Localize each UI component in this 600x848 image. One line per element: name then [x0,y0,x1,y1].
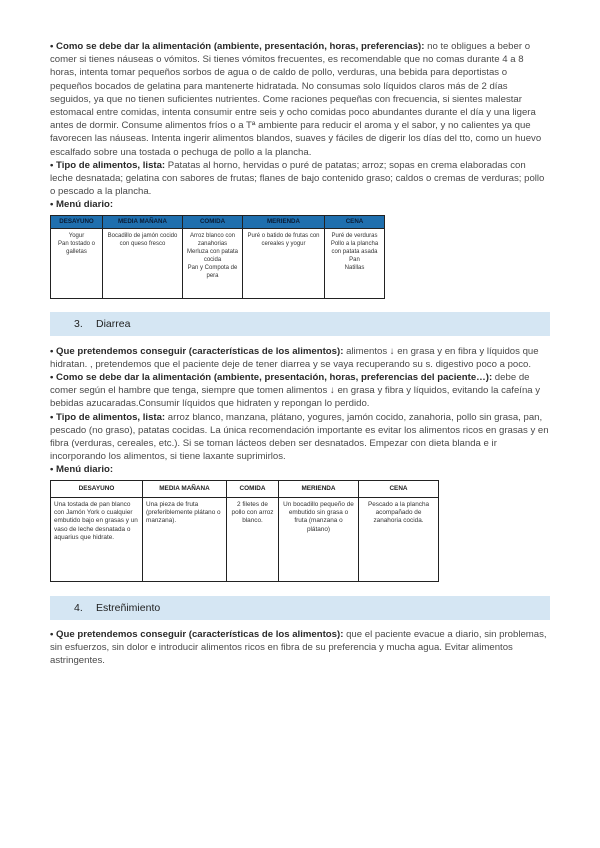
table-row [51,497,439,581]
section-title: Estreñimiento [96,601,161,614]
diarrea-goal-heading: • Que pretendemos conseguir (características de los alimentos): [50,345,344,357]
menu-cell-media-manana: Una pieza de fruta (preferiblemente plátano o manzana). [143,497,227,581]
section-number: 3. [74,317,83,330]
menu-cell-cena: Pescado a la plancha acompañado de zanahoria cocida. [359,497,439,581]
menu-header-media-manana: MEDIA MAÑANA [103,215,183,228]
document-page [50,40,550,667]
diarrea-types-paragraph [50,411,550,464]
diarrea-menu-heading: • Menú diario: [50,464,114,476]
diarrea-how-heading: • Como se debe dar la alimentación (ambiente, presentación, horas, preferencias del paciente…): [50,372,493,384]
menu-cell-merienda: Puré o batido de frutas con cereales y yogur [243,228,325,298]
diarrea-types-heading: • Tipo de alimentos, lista: [50,411,166,423]
feeding-types-paragraph [50,159,550,199]
diarrea-types-text: arroz blanco, manzana, plátano, yogures, jamón cocido, zanahoria, pollo sin grasa, pan, pescado (no graso), patatas cocidas. La única recomendación importante es evitar los alimentos ricos en grasas y en fibra (verduras, cereales, etc.). Si se toman lácteos deben ser desnatados. Empezar con dieta blanda e ir incorporando los alimentos, si tiene laxante suprimirlos. [50,411,549,463]
feeding-how-heading: • Como se debe dar la alimentación (ambiente, presentación, horas, preferencias): [50,41,425,52]
feeding-types-text: Patatas al horno, hervidas o puré de patatas; arroz; sopas en crema elaboradas con leche desnatada; gelatina con sabores de frutas; flanes de bajo contenido graso; caldos o cremas de verduras; pollo o pescado a la plancha. [50,159,545,198]
menu-header-desayuno: DESAYUNO [51,215,103,228]
menu-cell-desayuno: Yogur Pan tostado o galletas [51,228,103,298]
estrenimiento-goal-heading: • Que pretendemos conseguir (características de los alimentos): [50,628,344,640]
menu-header-desayuno: DESAYUNO [51,480,143,497]
section-title: Diarrea [96,317,131,330]
estrenimiento-goal-paragraph [50,628,550,668]
feeding-menu-table [50,215,385,299]
menu-header-cena: CENA [359,480,439,497]
diarrea-goal-text: alimentos ↓ en grasa y en fibra y líquidos que hidratan. , pretendemos que el paciente deje de tener diarrea y se vaya recuperando su s. digestivo poco a poco. [50,345,539,370]
table-header-row [51,480,439,497]
menu-header-comida: COMIDA [227,480,279,497]
menu-header-merienda: MERIENDA [279,480,359,497]
section-heading-diarrea [50,312,550,336]
feeding-types-heading: • Tipo de alimentos, lista: [50,159,166,171]
menu-cell-comida: 2 filetes de pollo con arroz blanco. [227,497,279,581]
diarrea-how-text: debe de comer según el hambre que tenga, siempre que tomen alimentos ↓ en grasa y fibra y líquidos, evitando la cafeína y bebidas azucaradas.Consumir líquidos que hidraten y repongan lo perdido. [50,372,541,410]
table-header-row [51,215,385,228]
section-heading-estrenimiento [50,596,550,620]
feeding-menu-heading: • Menú diario: [50,199,114,211]
diarrea-goal-paragraph [50,345,550,371]
table-row [51,228,385,298]
menu-header-cena: CENA [325,215,385,228]
feeding-how-paragraph [50,40,550,159]
menu-header-merienda: MERIENDA [243,215,325,228]
estrenimiento-goal-text: que el paciente evacue a diario, sin problemas, sin esfuerzos, sin dolor e introducir alimentos ricos en fibra de su preferencia y mucha agua. Evitar alimentos astringentes. [50,628,547,667]
menu-cell-cena: Puré de verduras Pollo a la plancha con patata asada Pan Natillas [325,228,385,298]
menu-cell-desayuno: Una tostada de pan blanco con Jamón York o cualquier embutido bajo en grasas y un vaso de leche desnatada o aquarius que hidrate. [51,497,143,581]
menu-cell-media-manana: Bocadillo de jamón cocido con queso fresco [103,228,183,298]
menu-header-comida: COMIDA [183,215,243,228]
section-number: 4. [74,601,83,614]
menu-cell-merienda: Un bocadillo pequeño de embutido sin grasa o fruta (manzana o plátano) [279,497,359,581]
menu-cell-comida: Arroz blanco con zanahorias Merluza con patata cocida Pan y Compota de pera [183,228,243,298]
diarrea-menu-table [50,480,439,582]
feeding-how-text: no te obligues a beber o comer si tienes náuseas o vómitos. Si tienes vómitos frecuentes, es recomendable que no comas durante 4 a 8 horas, intenta tomar pequeños sorbos de agua o de caldo de pollo, verduras, una bebida para deportistas o pequeños bocados de gelatina para mantenerte hidratada. No consumas solo líquidos claros más de 2 días seguidos, ya que no tienen suficientes nutrientes. Come raciones pequeñas con frecuencia, si sientes malestar estomacal entre comidas, intenta consumir entre seis y ocho comidas poco abundantes durante el día y una ligera antes de dormir. Consume alimentos fríos o a Tª ambiente para reducir el aroma y el sabor, y no calientes ya que favorecen las náuseas. Intenta ingerir alimentos blandos, suaves y fáciles de digerir los días del tto, como un huevo escalfado sobre una tostada o pechuga de pollo a la plancha. [50,41,542,158]
diarrea-how-paragraph [50,371,550,411]
menu-header-media-manana: MEDIA MAÑANA [143,480,227,497]
